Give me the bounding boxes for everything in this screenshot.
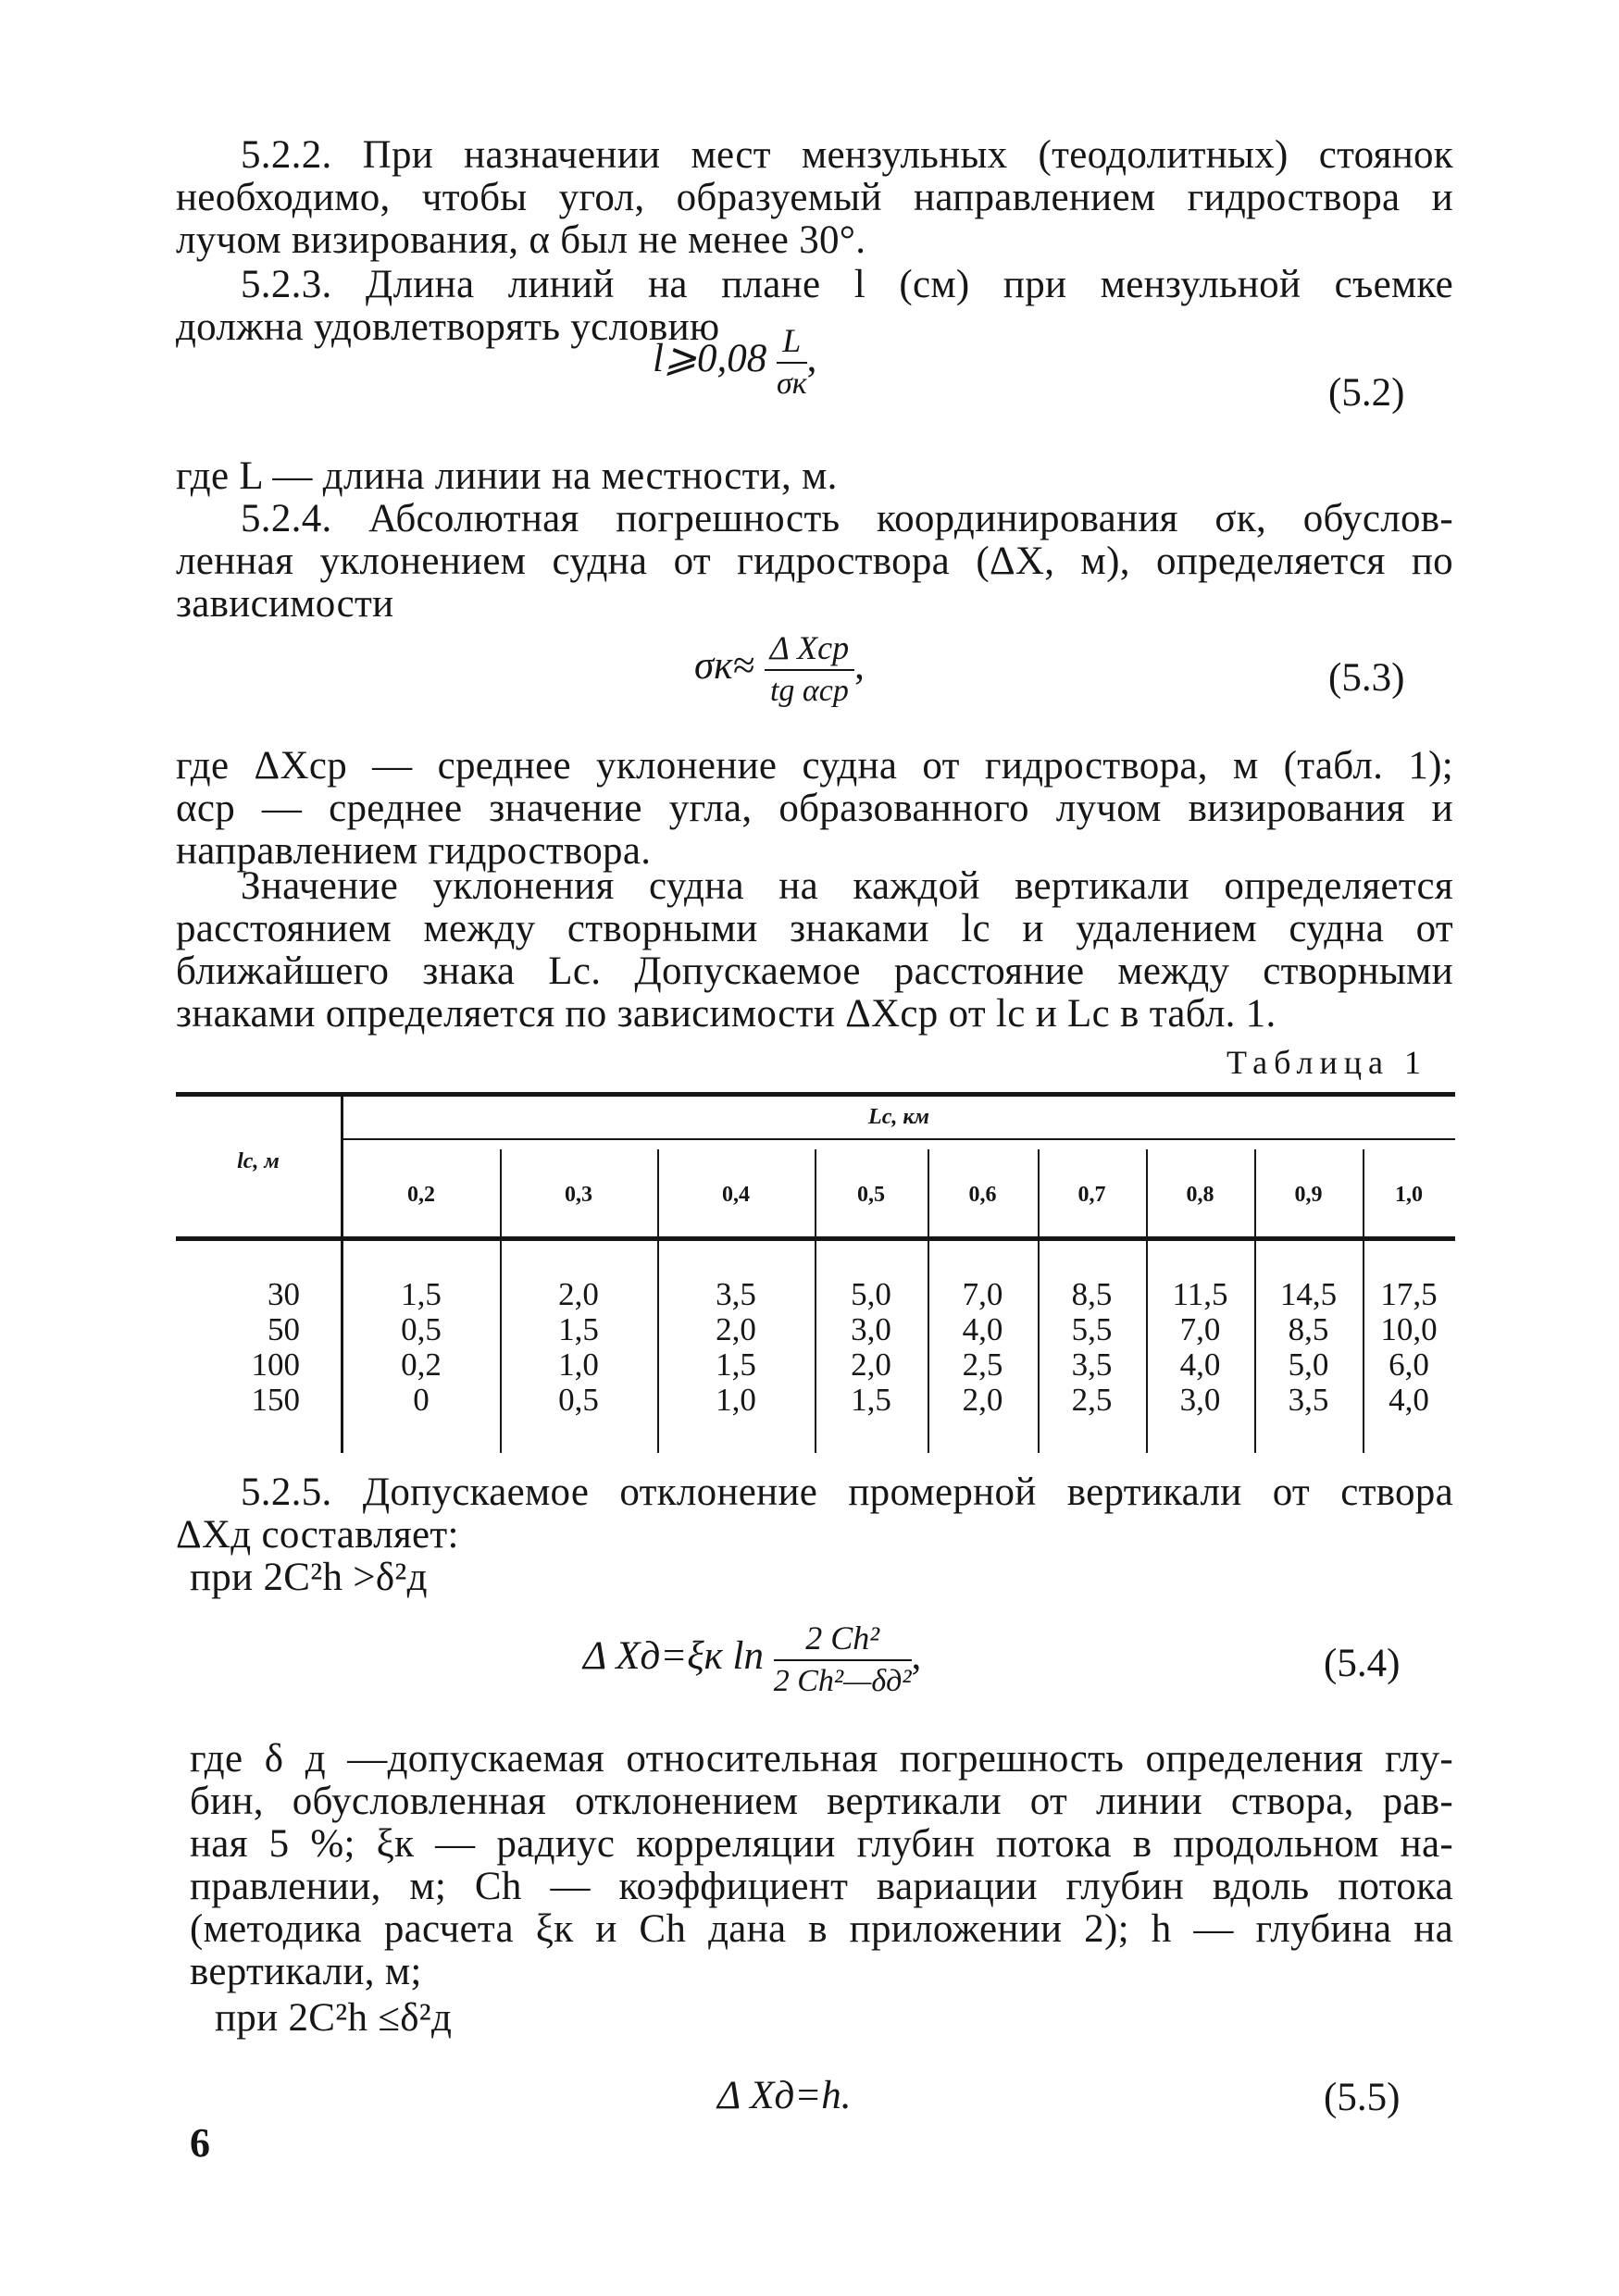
column-header: 0,4 [722,1183,750,1207]
column-header: 0,3 [565,1183,592,1207]
table-cell: 5,0 [1288,1347,1329,1383]
table-cell: 4,0 [962,1311,1003,1347]
table-cell: 0,5 [401,1311,442,1347]
text-line: ΔXд составляет: [176,1513,459,1557]
equation-text: Δ Xд=h. [717,2074,852,2117]
table-cell: 3,5 [1288,1382,1329,1418]
column-header: 0,9 [1294,1183,1323,1207]
fraction-denominator: tg αср [769,674,849,708]
table-cell: 2,0 [558,1276,599,1312]
fraction [774,1620,912,1699]
text-line: должна удовлетворять условию [176,305,720,349]
group-header: Lс, км [868,1105,929,1129]
equation-number: (5.2) [1328,371,1405,415]
equation-number: (5.5) [1324,2076,1401,2119]
column-divider [928,1149,929,1453]
table-cell: 3,0 [851,1311,891,1347]
fraction [777,322,807,402]
fraction-denominator: 2 Ch²—δд² [773,1664,912,1698]
equation-5-2 [653,322,816,402]
table-cell: 2,0 [851,1347,891,1383]
table-cell: 8,5 [1071,1276,1113,1312]
table-cell: 0 [413,1382,430,1418]
table-cell: 3,5 [1071,1347,1113,1383]
row-label: 100 [251,1347,300,1383]
table-cell: 1,0 [716,1382,756,1418]
column-divider [1146,1149,1148,1453]
table-column [928,1277,1038,1418]
row-label: 30 [268,1276,300,1312]
table-cell: 7,0 [1179,1311,1221,1347]
table-cell: 5,0 [851,1276,891,1312]
text-line: лучом визирования, α был не менее 30°. [176,218,866,262]
table-cell: 1,0 [558,1347,599,1383]
equation-5-3 [694,629,865,709]
paragraph-5-2-4 [176,498,1453,626]
page-number: 6 [190,2120,210,2166]
text-line: вертикали, м; [190,1950,422,1993]
table-cell: 1,5 [851,1382,891,1418]
text-line: направлением гидроствора. [176,829,652,873]
column-header: 1,0 [1395,1183,1423,1207]
text-line: 5.2.4. Абсолютная погрешность координирования σк, обуслов- [241,497,1453,540]
table-cell: 3,5 [716,1276,756,1312]
data-table [176,1092,1455,1458]
table-cell: 17,5 [1380,1276,1438,1312]
fraction-denominator: σк [776,366,807,401]
table-cell: 0,2 [401,1347,442,1383]
table-column [500,1277,657,1418]
table-cell: 4,0 [1389,1382,1429,1418]
table-cell: 2,5 [962,1347,1003,1383]
column-header: 0,5 [857,1183,885,1207]
table-caption: Таблица 1 [1227,1044,1427,1081]
table-cell: 11,5 [1172,1276,1228,1312]
table-cell: 1,5 [558,1311,599,1347]
row-label: 50 [268,1311,300,1347]
table-top-rule [176,1092,1455,1097]
column-divider [815,1149,816,1453]
row-header: lс, м [237,1149,280,1173]
column-divider [1254,1149,1256,1453]
table-column [1038,1277,1146,1418]
table-column [1254,1277,1363,1418]
equation-tail: , [854,643,865,688]
paragraph-5-2-2 [176,134,1453,262]
table-cell: 1,5 [401,1276,442,1312]
column-divider [500,1149,502,1453]
text-line: 5.2.3. Длина линий на плане l (см) при мензульной съемке [241,263,1453,306]
text-line: необходимо, чтобы угол, образуемый направлением гидроствора и [176,176,1453,219]
row-labels [176,1277,300,1418]
table-cell: 14,5 [1279,1276,1338,1312]
table-cell: 2,5 [1071,1382,1113,1418]
table-column [1363,1277,1455,1418]
equation-number: (5.4) [1324,1642,1401,1685]
table-cell: 2,0 [716,1311,756,1347]
paragraph-where-dX [176,745,1453,873]
text-line: ная 5 %; ξк — радиус корреляции глубин потока в продольном на- [190,1822,1453,1866]
equation-number: (5.3) [1328,656,1405,700]
equation-5-5 [717,2075,852,2117]
equation-lhs: σк≈ [694,643,754,688]
paragraph-5-2-5 [176,1471,1453,1557]
column-header: 0,8 [1186,1183,1214,1207]
table-column [1146,1277,1254,1418]
text-line: (методика расчета ξк и Ch дана в приложении 2); h — глубина на [190,1907,1453,1951]
equation-5-4 [583,1620,921,1699]
table-cell: 5,5 [1071,1311,1113,1347]
paragraph-where-delta [190,1738,1453,1993]
table-cell: 7,0 [962,1276,1003,1312]
paragraph-value [176,865,1453,1036]
column-header: 0,6 [968,1183,997,1207]
table-cell: 6,0 [1389,1347,1429,1383]
text-line: 5.2.2. При назначении мест мензульных (теодолитных) стоянок [241,133,1453,177]
text-line: знаками определяется по зависимости ΔXср от lс и Lс в табл. 1. [176,992,1277,1036]
text-line: Значение уклонения судна на каждой вертикали определяется [241,864,1453,908]
condition-2 [215,1997,1492,2040]
text-line: при 2C²h >δ²д [190,1556,428,1599]
table-column [815,1277,928,1418]
condition-1 [190,1557,1467,1599]
table-cell: 8,5 [1288,1311,1329,1347]
equation-lhs: l⩾0,08 [653,336,767,380]
text-line: αср — среднее значение угла, образованного лучом визирования и [176,787,1453,830]
text-line: правлении, м; Ch — коэффициент вариации глубин вдоль потока [190,1865,1453,1908]
table-column [657,1277,815,1418]
text-line: ленная уклонением судна от гидроствора (ΔX, м), определяется по [176,540,1453,583]
fraction-numerator: Δ Xср [765,629,854,671]
equation-tail: , [806,336,817,380]
text-line: 5.2.5. Допускаемое отклонение промерной вертикали от створа [241,1471,1453,1514]
column-divider [1038,1149,1040,1453]
text-line: ближайшего знака Lс. Допускаемое расстояние между створными [176,949,1453,993]
column-divider [1363,1149,1364,1453]
column-divider [657,1149,659,1453]
table-column [342,1277,500,1418]
text-line: бин, обусловленная отклонением вертикали от линии створа, рав- [190,1780,1453,1823]
table-cell: 0,5 [558,1382,599,1418]
table-cell: 2,0 [962,1382,1003,1418]
fraction-numerator: 2 Ch² [774,1620,912,1661]
text-line: где δ д —допускаемая относительная погрешность определения глу- [190,1737,1453,1781]
equation-lhs: Δ Xд=ξк ln [583,1633,764,1678]
column-header: 0,7 [1077,1183,1106,1207]
table-cell: 3,0 [1179,1382,1221,1418]
text-line: при 2C²h ≤δ²д [215,1996,453,2040]
text-line: расстоянием между створными знаками lс и удалением судна от [176,907,1453,950]
text-line: где L — длина линии на местности, м. [176,454,838,498]
row-label: 150 [251,1382,300,1418]
fraction-numerator: L [777,322,807,364]
table-cell: 1,5 [716,1347,756,1383]
fraction [765,629,854,709]
equation-tail: , [911,1633,922,1678]
paragraph-where-L [176,455,1453,498]
text-line: где ΔXср — среднее уклонение судна от гидроствора, м (табл. 1); [176,744,1453,788]
table-cell: 10,0 [1380,1311,1438,1347]
table-header-rule [342,1138,1455,1140]
table-cell: 4,0 [1179,1347,1221,1383]
text-line: зависимости [176,582,394,626]
column-header: 0,2 [407,1183,435,1207]
